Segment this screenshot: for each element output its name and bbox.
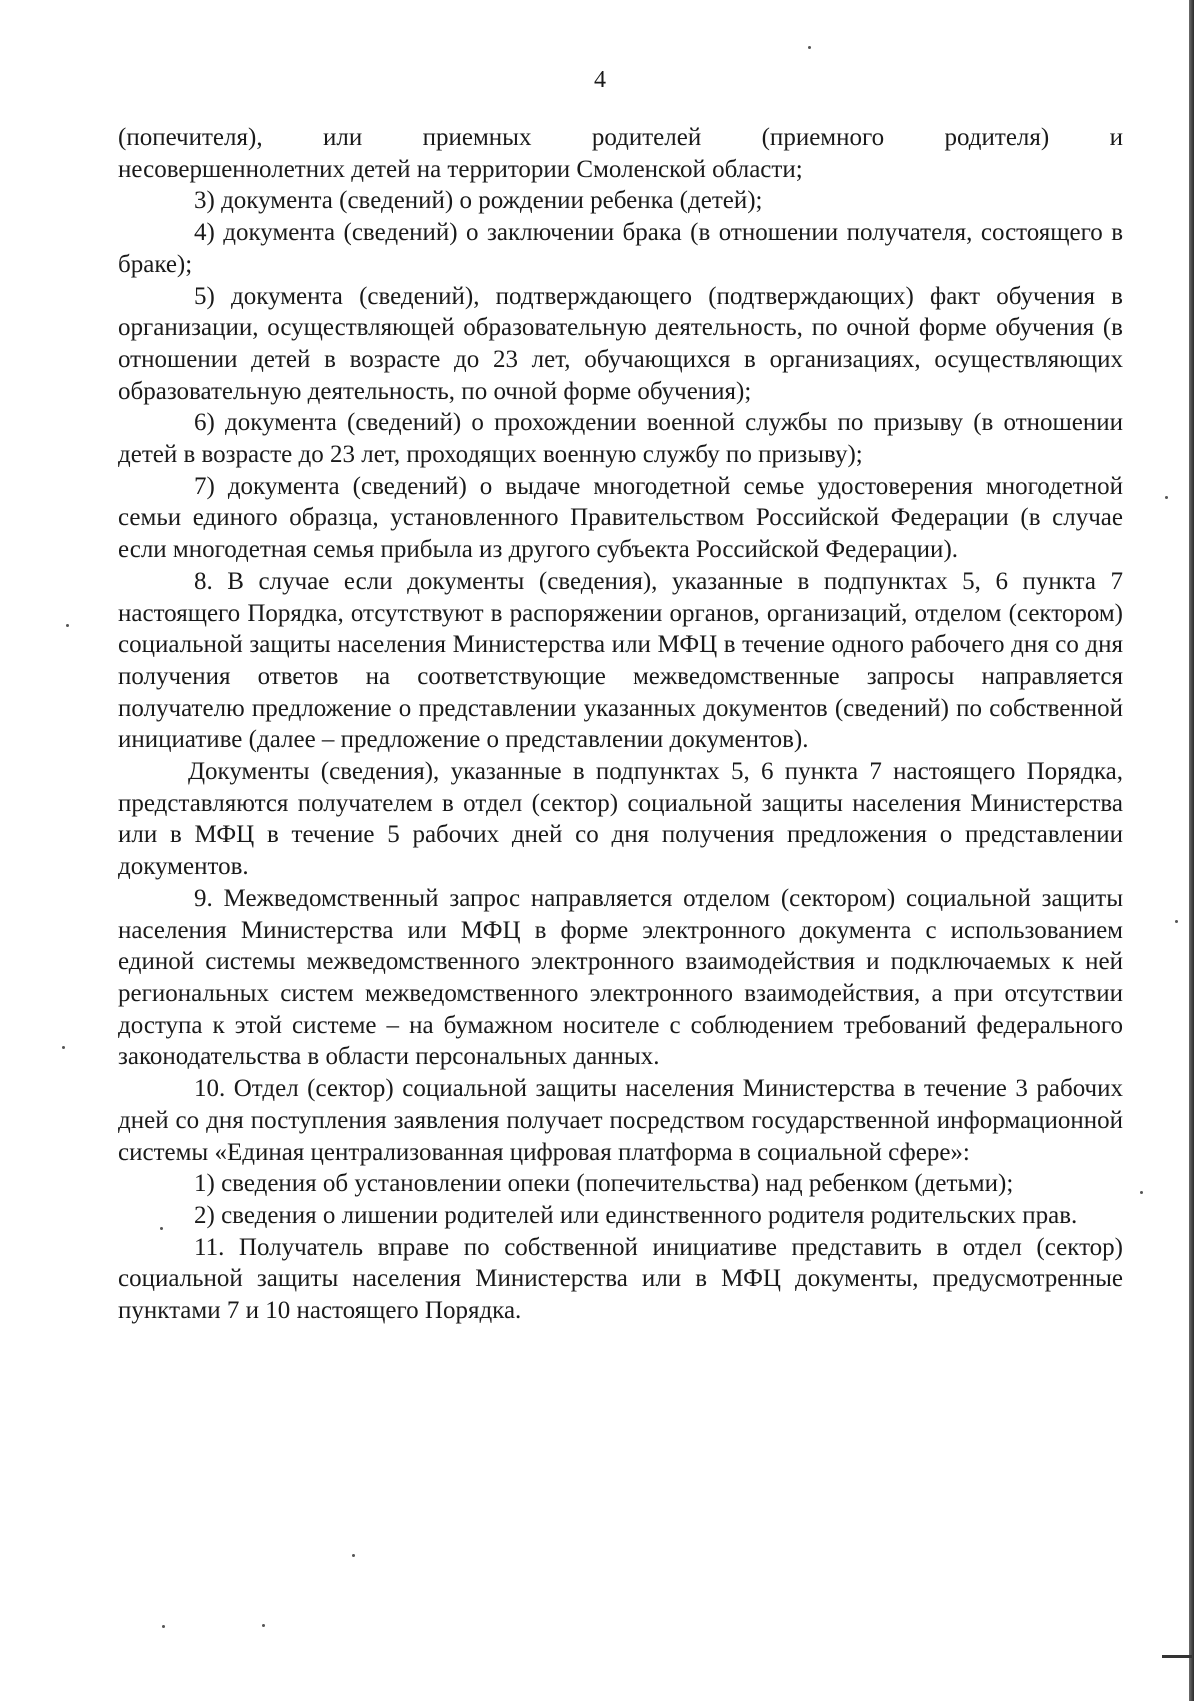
list-item-10-1: 1) сведения об установлении опеки (попечительства) над ребенком (детьми);	[194, 1170, 1014, 1198]
scan-speck	[160, 1227, 163, 1230]
list-item-7: 7) документа (сведений) о выдаче многодетной семье удостоверения многодетной семьи единого образца, установленного Правительством Российской Федерации (в случае если многодетная семья прибыла из другого субъекта Российской Федерации).	[118, 472, 1123, 564]
scan-speck	[1175, 920, 1178, 923]
list-item-5: 5) документа (сведений), подтверждающего (подтверждающих) факт обучения в организации, осуществляющей образовательную деятельность, по очной форме обучения (в отношении детей в возрасте до 23 лет, обучающихся в организациях, осуществляющих образовательную деятельность, по очной форме обучения);	[118, 282, 1123, 405]
clause-11: 11. Получатель вправе по собственной инициативе представить в отдел (сектор) социальной защиты населения Министерства или в МФЦ документы, предусмотренные пунктами 7 и 10 настоящего Порядка.	[118, 1233, 1123, 1325]
word: (приемного	[761, 124, 885, 151]
scan-edge-mark	[1162, 1655, 1192, 1658]
scan-speck	[262, 1624, 265, 1627]
scan-speck	[352, 1554, 355, 1557]
scan-speck	[66, 624, 69, 627]
scan-speck	[808, 46, 811, 49]
word: или	[322, 124, 363, 151]
clause-8-continuation: Документы (сведения), указанные в подпунктах 5, 6 пункта 7 настоящего Порядка, представляются получателем в отдел (сектор) социальной защиты населения Министерства или в МФЦ в течение 5 рабочих дней со дня получения предложения о представлении документов.	[118, 758, 1123, 881]
list-item-6: 6) документа (сведений) о прохождении военной службы по призыву (в отношении детей в возрасте до 23 лет, проходящих военную службу по призыву);	[118, 409, 1123, 469]
clause-8: 8. В случае если документы (сведения), указанные в подпунктах 5, 6 пункта 7 настоящего Порядка, отсутствуют в распоряжении органов, организаций, отделом (сектором) социальной защиты населения Министерства или МФЦ в течение одного рабочего дня со дня получения ответов на соответствующие межведомственные запросы направляется получателю предложение о представлении указанных документов (сведений) по собственной инициативе (далее – предложение о представлении документов).	[118, 567, 1123, 754]
clause-10: 10. Отдел (сектор) социальной защиты населения Министерства в течение 3 рабочих дней со дня поступления заявления получает посредством государственной информационной системы «Единая централизованная цифровая платформа в социальной сфере»:	[118, 1075, 1123, 1166]
word: родителей	[591, 124, 702, 151]
scan-speck	[62, 1046, 65, 1049]
clause-9: 9. Межведомственный запрос направляется отделом (сектором) социальной защиты населения Министерства или МФЦ в форме электронного документа с использованием единой системы межведомственного электронного взаимодействия и подключаемых к ней региональных систем межведомственного электронного взаимодействия, а при отсутствии доступа к этой системе – на бумажном носителе с соблюдением требований федерального законодательства в области персональных данных.	[118, 884, 1123, 1071]
word: приемных	[422, 124, 532, 151]
scan-speck	[162, 1625, 165, 1628]
word: родителя)	[944, 124, 1050, 151]
page-number: 4	[594, 67, 606, 93]
word: и	[1109, 124, 1123, 151]
list-item-3: 3) документа (сведений) о рождении ребенка (детей);	[194, 187, 763, 215]
scan-speck	[1140, 1191, 1143, 1194]
document-body	[118, 122, 1123, 1327]
word: (попечителя),	[118, 124, 263, 151]
scan-speck	[1165, 496, 1168, 499]
continued-line	[118, 122, 1123, 154]
scan-edge-shadow	[1189, 0, 1194, 1701]
paragraph: несовершеннолетних детей на территории Смоленской области;	[118, 155, 803, 183]
list-item-4: 4) документа (сведений) о заключении брака (в отношении получателя, состоящего в браке);	[118, 219, 1123, 278]
list-item-10-2: 2) сведения о лишении родителей или единственного родителя родительских прав.	[194, 1201, 1078, 1229]
